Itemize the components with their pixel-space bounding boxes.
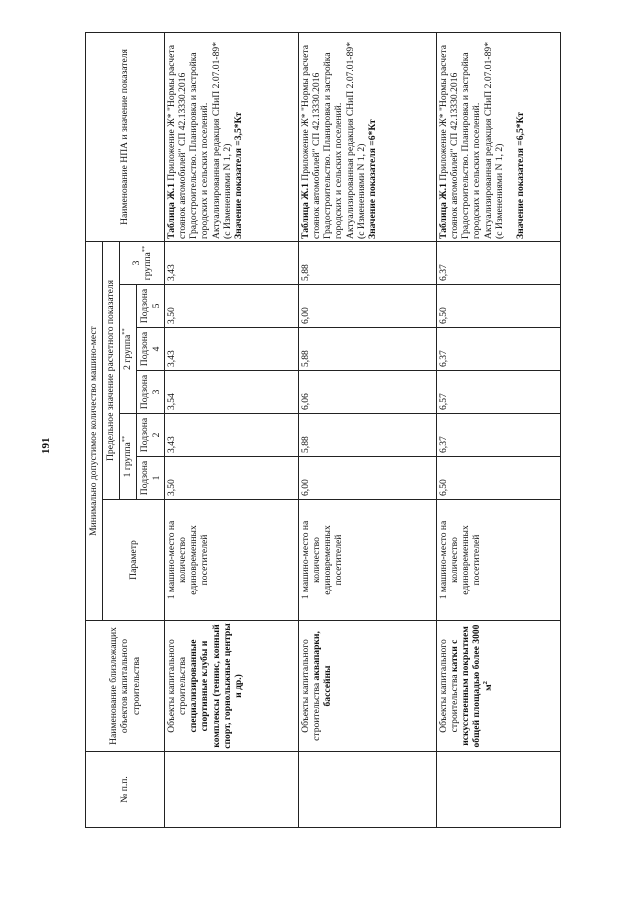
header-npa: Наименование НПА и значение показателя [86, 32, 165, 241]
object-type: Объекты капитального строительства специализированные спортивные клубы и комплексы (теннис, конный спорт, горнолыжные центры и др.) [165, 621, 299, 752]
object-type: Объекты капитального строительства аквапарки, бассейны [299, 621, 437, 752]
header-limit-value: Предельное значение расчетного показателя [103, 241, 120, 499]
npa-value: Значение показателя =6*Кт [366, 119, 378, 239]
npa-value: Значение показателя =3,5*Кт [232, 112, 244, 239]
npa-cell [437, 32, 561, 241]
value-zone-1: 6,50 [437, 457, 561, 500]
header-number: № п.п. [86, 752, 165, 828]
npa-table-ref: Таблица Ж.1 [300, 183, 311, 239]
value-zone-4: 3,43 [165, 328, 299, 371]
value-group-3: 5,88 [299, 241, 437, 284]
header-zone-2: Подзона 2 [137, 414, 165, 457]
value-zone-2: 3,43 [165, 414, 299, 457]
header-min-parking: Минимально допустимое количество машино-мест [86, 241, 103, 620]
header-group-1: 1 группа** [120, 414, 137, 500]
npa-value: Значение показателя =6,5*Кт [514, 112, 526, 239]
table-row [165, 32, 299, 827]
value-zone-4: 5,88 [299, 328, 437, 371]
row-number [165, 752, 299, 828]
parking-norms-table [85, 32, 561, 828]
header-zone-5: Подзона 5 [137, 285, 165, 328]
npa-description: Приложение Ж* "Нормы расчета стоянок автомобилей" СП 42.13330.2016 Градостроительство. Планировка и застройка городских и сельских поселений. Актуализированная редакция СНиП 2.07.01-89* (с Изменениями N 1, 2) [438, 42, 505, 239]
header-object: Наименование близлежащих объектов капитального строительства [86, 621, 165, 752]
header-zone-3: Подзона 3 [137, 371, 165, 414]
row-number [299, 752, 437, 828]
header-parameter: Параметр [103, 500, 165, 621]
value-zone-4: 6,37 [437, 328, 561, 371]
parameter-cell: 1 машино-место на количество единовременных посетителей [165, 500, 299, 621]
npa-table-ref: Таблица Ж.1 [166, 183, 177, 239]
header-group-3: 3 группа** [120, 241, 165, 284]
value-group-3: 3,43 [165, 241, 299, 284]
value-zone-3: 6,06 [299, 371, 437, 414]
header-zone-1: Подзона 1 [137, 457, 165, 500]
value-zone-1: 3,50 [165, 457, 299, 500]
object-type: Объекты капитального строительства катки с искусственным покрытием общей площадью более 3000 $м^2$ [437, 621, 561, 752]
table-row [299, 32, 437, 827]
value-group-3: 6,37 [437, 241, 561, 284]
page-number: 191 [40, 437, 52, 454]
value-zone-2: 5,88 [299, 414, 437, 457]
value-zone-3: 6,57 [437, 371, 561, 414]
value-zone-5: 3,50 [165, 285, 299, 328]
value-zone-3: 3,54 [165, 371, 299, 414]
parameter-cell: 1 машино-место на количество единовременных посетителей [299, 500, 437, 621]
npa-cell [165, 32, 299, 241]
npa-description: Приложение Ж* "Нормы расчета стоянок автомобилей" СП 42.13330.2016 Градостроительство. Планировка и застройка городских и сельских поселений. Актуализированная редакция СНиП 2.07.01-89* (с Изменениями N 1, 2) [166, 42, 233, 239]
norms-table-sheet [85, 33, 561, 828]
npa-cell [299, 32, 437, 241]
npa-table-ref: Таблица Ж.1 [438, 183, 449, 239]
header-group-2: 2 группа** [120, 285, 137, 414]
npa-description: Приложение Ж* "Нормы расчета стоянок автомобилей" СП 42.13330.2016 Градостроительство. Планировка и застройка городских и сельских поселений. Актуализированная редакция СНиП 2.07.01-89* (с Изменениями N 1, 2) [300, 42, 367, 239]
table-row [437, 32, 561, 827]
value-zone-5: 6,50 [437, 285, 561, 328]
value-zone-2: 6,37 [437, 414, 561, 457]
header-zone-4: Подзона 4 [137, 328, 165, 371]
value-zone-1: 6,00 [299, 457, 437, 500]
row-number [437, 752, 561, 828]
value-zone-5: 6,00 [299, 285, 437, 328]
parameter-cell: 1 машино-место на количество единовременных посетителей [437, 500, 561, 621]
